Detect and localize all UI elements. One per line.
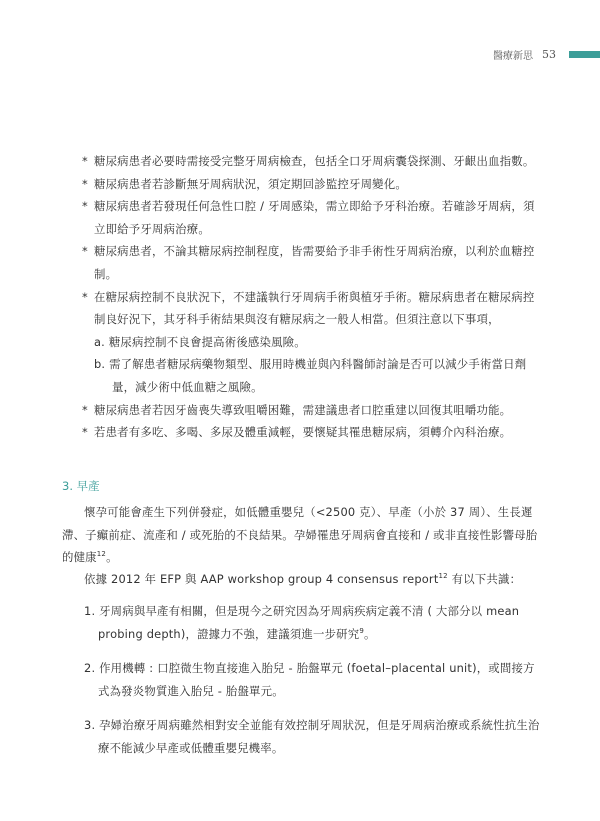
paragraph-text: 懷孕可能會產生下列併發症，如低體重嬰兒（<2500 克）、早產（小於 37 周）、生長遲滯、子癲前症、流產和 / 或死胎的不良結果。孕婦罹患牙周病會直接和 / 或非直接性影響母胎的健康 xyxy=(62,505,538,565)
list-item xyxy=(82,399,542,422)
bullet-marker: * xyxy=(82,154,88,168)
list-item xyxy=(82,421,542,444)
header-accent-bar xyxy=(569,51,600,58)
bullet-marker: * xyxy=(82,402,88,417)
paragraph-end: 。 xyxy=(106,550,118,565)
bullet-marker: * xyxy=(82,244,88,259)
bullet-marker: * xyxy=(82,289,88,304)
list-item xyxy=(82,286,542,399)
consensus-text: 2. 作用機轉 : 口腔微生物直接進入胎兒 - 胎盤單元 (foetal–placental unit)，或間接方式為發炎物質進入胎兒 - 胎盤單元。 xyxy=(84,661,535,698)
consensus-list xyxy=(84,600,546,772)
consensus-text: 3. 孕婦治療牙周病雖然相對安全並能有效控制牙周狀況，但是牙周病治療或系統性抗生治療不能減少早產或低體重嬰兒機率。 xyxy=(84,718,540,755)
consensus-item xyxy=(84,714,546,759)
section-heading: 3. 早產 xyxy=(62,479,100,493)
list-item-text: 在糖尿病控制不良狀況下，不建議執行牙周病手術與植牙手術。糖尿病患者在糖尿病控制良好況下，其牙科手術結果與沒有糖尿病之一般人相當。但須注意以下事項， xyxy=(94,289,535,327)
list-item-text: 糖尿病患者若診斷無牙周病狀況，須定期回診監控牙周變化。 xyxy=(94,176,407,191)
intro-paragraph xyxy=(62,501,546,569)
bullet-marker: * xyxy=(82,425,88,440)
sub-list-item: a. 糖尿病控制不良會提高術後感染風險。 xyxy=(94,334,306,349)
list-item xyxy=(82,173,542,196)
recommendation-list xyxy=(82,150,542,444)
running-header xyxy=(493,46,600,62)
bullet-marker: * xyxy=(82,176,88,191)
list-item-text: 若患者有多吃、多喝、多尿及體重減輕，要懷疑其罹患糖尿病，須轉介內科治療。 xyxy=(94,425,512,440)
sub-list-item: b. 需了解患者糖尿病藥物類型、服用時機並與內科醫師討論是否可以減少手術當日劑量，減少術中低血糖之風險。 xyxy=(94,357,527,394)
sub-list xyxy=(94,331,542,399)
citation-ref: 12 xyxy=(96,550,107,559)
list-item-text: 糖尿病患者若發現任何急性口腔 / 牙周感染，需立即給予牙科治療。若確診牙周病，須立即給予牙周病治療。 xyxy=(94,199,535,236)
header-title: 醫療新思 xyxy=(493,50,533,62)
list-item-text: 糖尿病患者必要時需接受完整牙周病檢查，包括全口牙周病囊袋探測、牙齦出血指數。 xyxy=(94,154,535,168)
citation-ref: 9 xyxy=(359,626,365,635)
list-item xyxy=(82,150,542,173)
consensus-item xyxy=(84,600,546,645)
bullet-marker: * xyxy=(82,199,88,214)
list-item-text: 糖尿病患者若因牙齒喪失導致咀嚼困難，需建議患者口腔重建以回復其咀嚼功能。 xyxy=(94,402,512,417)
consensus-end: 。 xyxy=(364,626,376,641)
page-number: 53 xyxy=(542,47,556,61)
paragraph-text: 依據 2012 年 EFP 與 AAP workshop group 4 consensus report xyxy=(84,572,439,586)
consensus-text: 1. 牙周病與早產有相關，但是現今之研究因為牙周病疾病定義不清 ( 大部分以 mean probing depth)，證據力不強，建議須進一步研究 xyxy=(84,604,520,641)
list-item xyxy=(82,195,542,240)
list-item xyxy=(82,240,542,285)
paragraph-end: 有以下共識： xyxy=(447,572,522,586)
consensus-intro xyxy=(84,568,568,591)
citation-ref: 12 xyxy=(438,572,448,581)
consensus-item xyxy=(84,657,546,702)
list-item-text: 糖尿病患者，不論其糖尿病控制程度，皆需要給予非手術性牙周病治療，以利於血糖控制。 xyxy=(94,244,535,281)
